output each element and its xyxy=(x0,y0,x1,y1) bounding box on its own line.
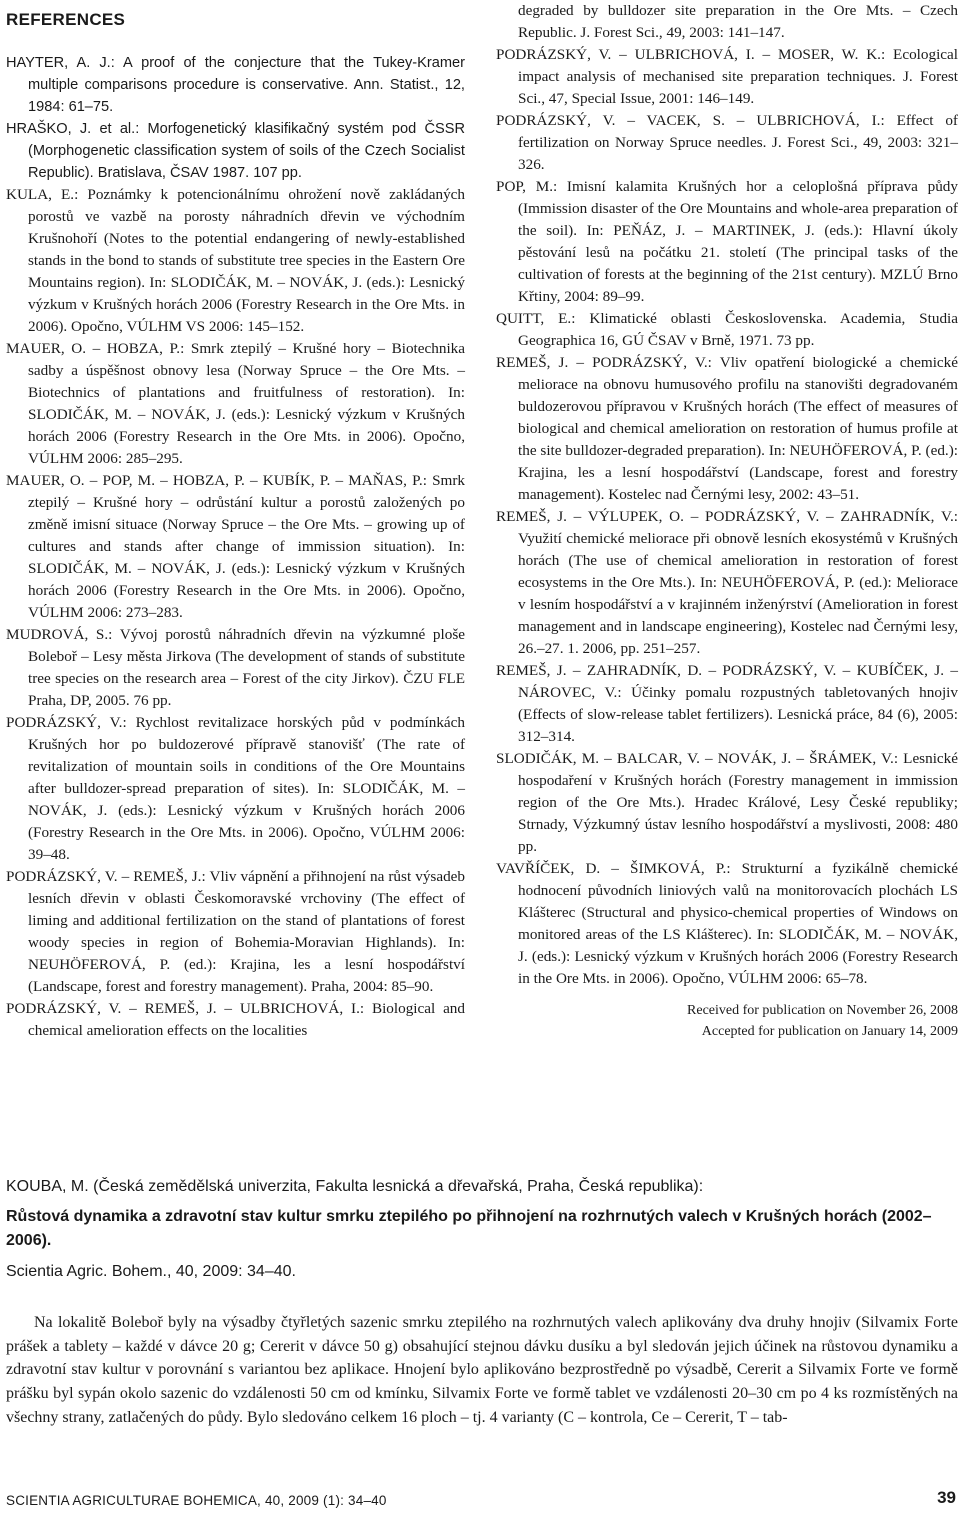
reference-entry: degraded by bulldozer site preparation in the Ore Mts. – Czech Republic. J. Forest Sci., 49, 2003: 141–147. xyxy=(518,2,958,41)
reference-entry: HAYTER, A. J.: A proof of the conjecture that the Tukey-Kramer multiple comparisons procedure is conservative. Ann. Statist., 12, 1984: 61–75. xyxy=(6,55,465,115)
references-list-right xyxy=(496,0,958,990)
abstract-body: Na lokalitě Boleboř byly na výsadby čtyřletých sazenic smrku ztepilého na rozhrnutých valech aplikovány dva druhy hnojiv (Silvamix Forte prášek a tablety – každé v dávce 20 g; Cererit v dávce 50 g) obsahující stejnou dávku dusíku a byl sledován jejich účinek na růstovou dynamiku a zdravotní stav kultur v porovnání s variantou bez aplikace. Hnojení bylo aplikováno bezprostředně po výsadbě, Cererit a Silvamix Forte ve formě prášku byl sypán okolo sazenic do vzdálenosti 50 cm od kmínku, Silvamix Forte ve formě tablet ve vzdálenosti 20–30 cm po 4 ks rozmístěných na všechny strany, zatlačených do půdy. Bylo sledováno celkem 16 ploch – tj. 4 varianty (C – kontrola, Ce – Cererit, T – tab- xyxy=(6,1314,958,1426)
references-list-left xyxy=(6,52,465,1042)
reference-entry: SLODIČÁK, M. – BALCAR, V. – NOVÁK, J. – ŠRÁMEK, V.: Lesnické hospodaření v Krušných horách (Forestry management in immission region of the Ore Mts.). Hradec Králové, Lesy České republiky; Strnady, Výzkumný ústav lesního hospodářství a myslivosti, 2008: 480 pp. xyxy=(496,750,958,855)
publication-notes xyxy=(496,1000,958,1042)
reference-entry: MUDROVÁ, S.: Vývoj porostů náhradních dřevin na výzkumné ploše Boleboř – Lesy města Jirkova (The development of stands of substitute tree species on the research area – Forest of the city Jirkov). ČZU FLE Praha, DP, 2005. 76 pp. xyxy=(6,626,465,709)
accepted-date: Accepted for publication on January 14, 2009 xyxy=(701,1024,958,1039)
reference-entry: REMEŠ, J. – VÝLUPEK, O. – PODRÁZSKÝ, V. – ZAHRADNÍK, V.: Využití chemické meliorace při obnově lesních ekosystémů v Krušných horách (The use of chemical amelioration in restoration of forest ecosystems in the Ore Mts.). In: NEUHÖFEROVÁ, P. (ed.): Meliorace v lesním hospodářství a v krajinném inženýrství (Amelioration in forest management and in landscape engineering), Kostelec nad Černými lesy, 26.–27. 1. 2006, pp. 251–257. xyxy=(496,508,958,657)
reference-entry: POP, M.: Imisní kalamita Krušných hor a celoplošná příprava půdy (Immission disaster of the Ore Mountains and whole-area preparation of the soil). In: PEŇÁZ, J. – MARTINEK, J. (eds.): Hlavní úkoly pěstování lesů na počátku 21. století (The principal tasks of the cultivation of forests at the beginning of the 21st century). MZLÚ Brno Křtiny, 2004: 89–99. xyxy=(496,178,958,305)
page-footer xyxy=(6,1488,958,1510)
page-number: 39 xyxy=(937,1488,956,1507)
reference-entry: QUITT, E.: Klimatické oblasti Československa. Academia, Studia Geographica 16, GÚ ČSAV v Brně, 1971. 73 pp. xyxy=(496,310,958,349)
reference-entry: PODRÁZSKÝ, V. – ULBRICHOVÁ, I. – MOSER, W. K.: Ecological impact analysis of mechanised site preparation techniques. J. Forest Sci., 47, Special Issue, 2001: 146–149. xyxy=(496,46,958,107)
journal-name: SCIENTIA AGRICULTURAE BOHEMICA, 40, 2009 (1): 34–40 xyxy=(6,1493,387,1508)
abstract-authors: KOUBA, M. (Česká zemědělská univerzita, Fakulta lesnická a dřevařská, Praha, Česká republika): xyxy=(6,1178,704,1195)
abstract-title: Růstová dynamika a zdravotní stav kultur smrku ztepilého po přihnojení na rozhrnutých valech v Krušných horách (2002–2006). xyxy=(6,1208,932,1249)
reference-entry: VAVŘÍČEK, D. – ŠIMKOVÁ, P.: Strukturní a fyzikálně chemické hodnocení původních liniových valů na monitorovacích plochách LS Klášterec (Structural and physico-chemical properties of Windows on monitored areas of the LS Klášterec). In: SLODIČÁK, M. – NOVÁK, J. (eds.): Lesnický výzkum v Krušných horách 2006 (Forestry Research in the Ore Mts. in 2006). Opočno, VÚLHM 2006: 65–78. xyxy=(496,860,958,987)
received-date: Received for publication on November 26, 2008 xyxy=(687,1003,958,1018)
references-heading: REFERENCES xyxy=(6,10,126,29)
left-column xyxy=(6,0,465,1042)
reference-entry: HRAŠKO, J. et al.: Morfogenetický klasifikačný systém pod ČSSR (Morphogenetic classification system of soils of the Czech Socialist Republic). Bratislava, ČSAV 1987. 107 pp. xyxy=(6,121,465,181)
reference-entry: PODRÁZSKÝ, V.: Rychlost revitalizace horských půd v podmínkách Krušných hor po buldozerové přípravě stanovišť (The rate of revitalization of mountain soils in conditions of the Ore Mountains after bulldozer-spread preparation of sites). In: SLODIČÁK, M. – NOVÁK, J. (eds.): Lesnický výzkum v Krušných horách 2006 (Forestry Research in the Ore Mts. in 2006). Opočno, VÚLHM 2006: 39–48. xyxy=(6,714,465,863)
reference-entry: MAUER, O. – POP, M. – HOBZA, P. – KUBÍK, P. – MAŇAS, P.: Smrk ztepilý – Krušné hory – odrůstání kultur a porostů založených po změně imisní situace (Norway Spruce – the Ore Mts. – growing up of cultures and stands after change of immission situation). In: SLODIČÁK, M. – NOVÁK, J. (eds.): Lesnický výzkum v Krušných horách 2006 (Forestry Research in the Ore Mts. in 2006). Opočno, VÚLHM 2006: 273–283. xyxy=(6,472,465,621)
reference-entry: KULA, E.: Poznámky k potencionálnímu ohrožení nově zakládaných porostů ve vazbě na porosty náhradních dřevin ve východním Krušnohoří (Notes to the potential endangering of newly-established stands in the bond to stands of substitute tree species in the Eastern Ore Mountains region). In: SLODIČÁK, M. – NOVÁK, J. (eds.): Lesnický výzkum v Krušných horách 2006 (Forestry Research in the Ore Mts. in 2006). Opočno, VÚLHM VS 2006: 145–152. xyxy=(6,186,465,335)
czech-abstract xyxy=(6,1176,958,1430)
reference-entry: PODRÁZSKÝ, V. – VACEK, S. – ULBRICHOVÁ, I.: Effect of fertilization on Norway Spruce needles. J. Forest Sci., 49, 2003: 321–326. xyxy=(496,112,958,173)
reference-entry: REMEŠ, J. – PODRÁZSKÝ, V.: Vliv opatření biologické a chemické meliorace na obnovu humusového profilu na stanovišti degradovaném buldozerovou přípravou v Krušných horách (The effect of measures of biological and chemical amelioration on restoration of humus profile at the site bulldozer-degraded preparation). In: NEUHÖFEROVÁ, P. (ed.): Krajina, les a lesní hospodářství (Landscape, forest and forestry management). Kostelec nad Černými lesy, 2002: 43–51. xyxy=(496,354,958,503)
reference-entry: REMEŠ, J. – ZAHRADNÍK, D. – PODRÁZSKÝ, V. – KUBÍČEK, J. – NÁROVEC, V.: Účinky pomalu rozpustných tabletovaných hnojiv (Effects of slow-release tablet fertilizers). Lesnická práce, 84 (6), 2005: 312–314. xyxy=(496,662,958,745)
reference-entry: PODRÁZSKÝ, V. – REMEŠ, J.: Vliv vápnění a přihnojení na růst výsadeb lesních dřevin v oblasti Českomoravské vrchoviny (The effect of liming and additional fertilization on the stand of plantations of forest woody species in region of Bohemia-Moravian Highlands). In: NEUHÖFEROVÁ, P. (ed.): Krajina, les a lesní hospodářství (Landscape, forest and forestry management). Praha, 2004: 85–90. xyxy=(6,868,465,995)
right-column xyxy=(496,0,958,1042)
reference-entry: MAUER, O. – HOBZA, P.: Smrk ztepilý – Krušné hory – Biotechnika sadby a úspěšnost obnovy lesa (Norway Spruce – the Ore Mts. – Biotechnics of plantations and fruitfulness of restoration). In: SLODIČÁK, M. – NOVÁK, J. (eds.): Lesnický výzkum v Krušných horách 2006 (Forestry Research in the Ore Mts. in 2006). Opočno, VÚLHM 2006: 285–295. xyxy=(6,340,465,467)
reference-entry: PODRÁZSKÝ, V. – REMEŠ, J. – ULBRICHOVÁ, I.: Biological and chemical amelioration effects on the localities xyxy=(6,1000,465,1039)
abstract-source: Scientia Agric. Bohem., 40, 2009: 34–40. xyxy=(6,1263,296,1280)
